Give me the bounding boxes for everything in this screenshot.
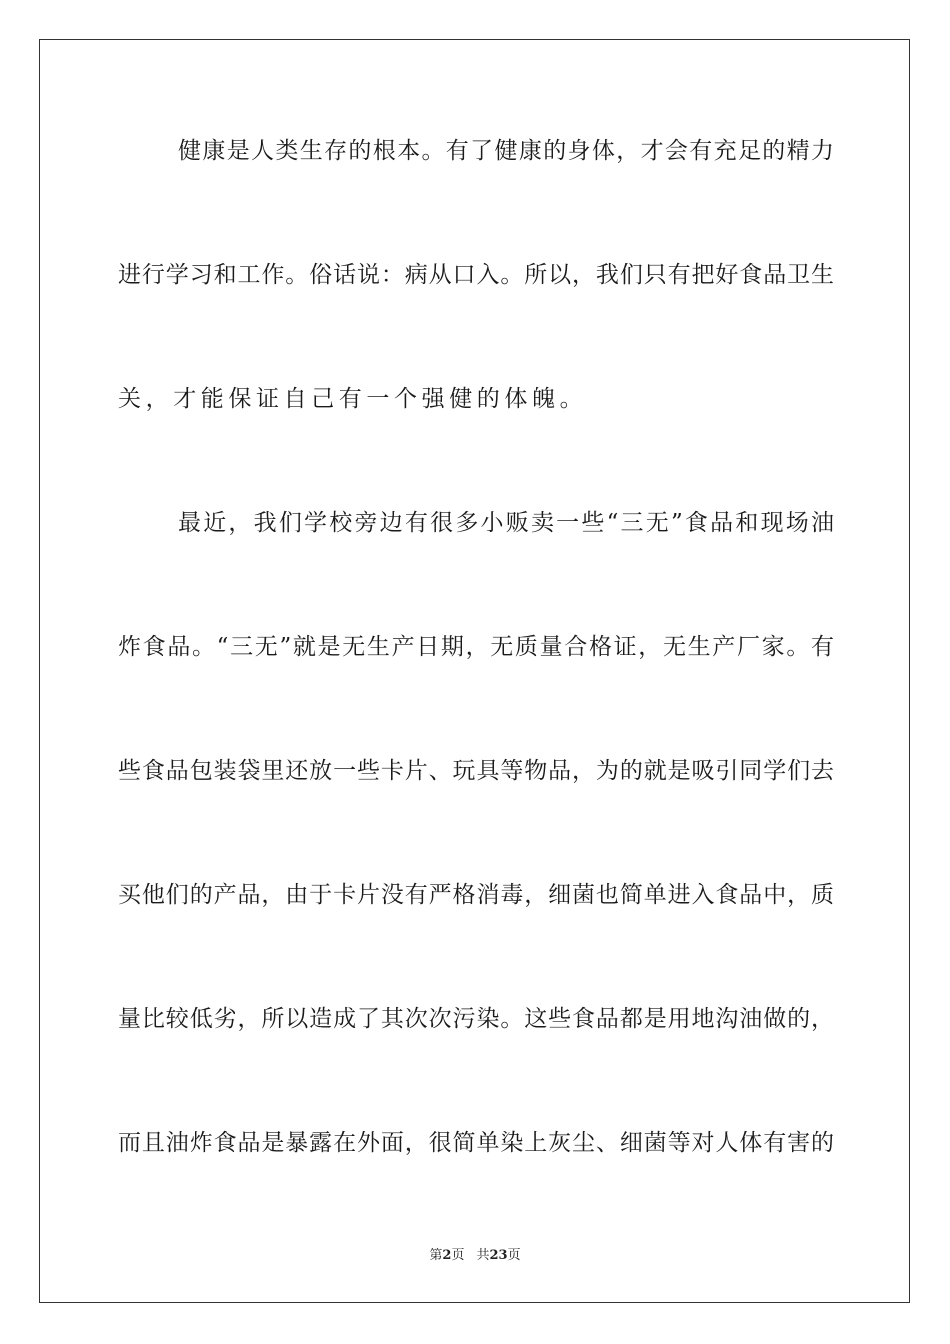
paragraph-2-line-6: 而且油炸食品是暴露在外面，很简单染上灰尘、细菌等对人体有害的: [118, 1130, 834, 1156]
paragraph-2-line-3: 些食品包装袋里还放一些卡片、玩具等物品，为的就是吸引同学们去: [118, 758, 834, 784]
paragraph-2-line-2: 炸食品。“三无”就是无生产日期，无质量合格证，无生产厂家。有: [118, 634, 834, 660]
page-footer: [0, 1247, 950, 1265]
page-current: 2: [442, 1248, 452, 1263]
paragraph-1-line-1: 健康是人类生存的根本。有了健康的身体，才会有充足的精力: [178, 138, 834, 164]
total-prefix: 共: [476, 1248, 490, 1263]
page-frame: [39, 39, 910, 1303]
paragraph-2-line-1: 最近，我们学校旁边有很多小贩卖一些“三无”食品和现场油: [178, 510, 834, 536]
page-prefix: 第: [429, 1248, 443, 1263]
page-total: 23: [489, 1248, 508, 1263]
paragraph-1-line-3: 关，才能保证自己有一个强健的体魄。: [118, 386, 588, 412]
paragraph-1-line-2: 进行学习和工作。俗话说：病从口入。所以，我们只有把好食品卫生: [118, 262, 834, 288]
paragraph-2-line-4: 买他们的产品，由于卡片没有严格消毒，细菌也简单进入食品中，质: [118, 882, 834, 908]
paragraph-2-line-5: 量比较低劣，所以造成了其次次污染。这些食品都是用地沟油做的，: [118, 1006, 834, 1032]
total-unit: 页: [507, 1248, 521, 1263]
page-unit: 页: [451, 1248, 465, 1263]
